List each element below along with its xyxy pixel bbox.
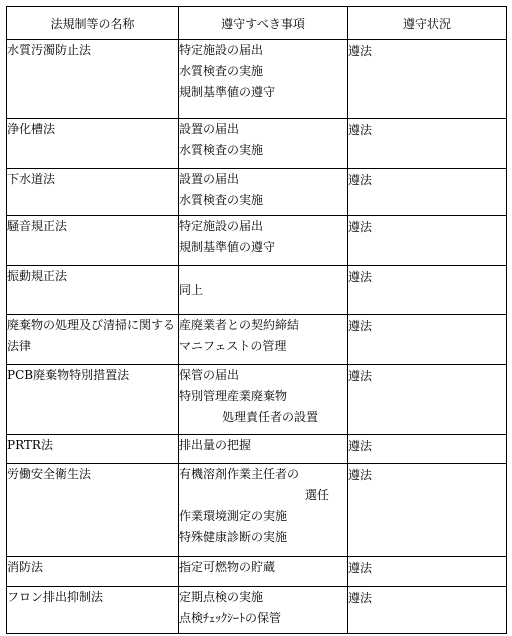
table-header-row <box>7 7 507 40</box>
requirements-cell <box>179 587 348 634</box>
status-cell: 遵法 <box>348 169 507 216</box>
table-row <box>7 315 507 365</box>
law-name-cell: 廃棄物の処理及び清掃に関する法律 <box>7 315 179 365</box>
status-cell: 遵法 <box>348 464 507 557</box>
status-cell: 遵法 <box>348 587 507 634</box>
status-cell: 遵法 <box>348 216 507 266</box>
requirements-cell <box>179 435 348 464</box>
requirement-item: 規制基準値の遵守 <box>179 240 276 254</box>
table-row <box>7 557 507 587</box>
table-row <box>7 365 507 435</box>
requirement-item: 特定施設の届出 <box>179 43 264 57</box>
table-row <box>7 40 507 119</box>
requirement-item: 水質検査の実施 <box>179 193 264 207</box>
status-cell: 遵法 <box>348 40 507 119</box>
requirement-item: 指定可燃物の貯蔵 <box>179 560 276 574</box>
status-cell: 遵法 <box>348 557 507 587</box>
status-cell: 遵法 <box>348 435 507 464</box>
law-name-cell: PCB廃棄物特別措置法 <box>7 365 179 435</box>
requirement-item: 定期点検の実施 <box>179 590 264 604</box>
law-name-cell: 消防法 <box>7 557 179 587</box>
requirement-item: 水質検査の実施 <box>179 143 264 157</box>
table-row <box>7 464 507 557</box>
table-row <box>7 587 507 634</box>
requirement-item: 選任 <box>304 488 329 502</box>
requirements-cell <box>179 216 348 266</box>
requirements-cell <box>179 557 348 587</box>
requirement-item: 水質検査の実施 <box>179 64 264 78</box>
law-name-cell: 労働安全衛生法 <box>7 464 179 557</box>
requirement-item: 排出量の把握 <box>179 438 252 452</box>
law-name-cell: フロン排出抑制法 <box>7 587 179 634</box>
requirements-cell <box>179 464 348 557</box>
requirement-item: 点検ﾁｪｯｸｼｰﾄの保管 <box>179 611 282 625</box>
requirement-item: 産廃業者との契約締結 <box>179 318 300 332</box>
law-name-cell: PRTR法 <box>7 435 179 464</box>
compliance-table-wrapper <box>6 6 507 634</box>
law-name-cell: 振動規正法 <box>7 266 179 315</box>
requirement-item: 同上 <box>179 282 204 297</box>
law-name-cell: 水質汚濁防止法 <box>7 40 179 119</box>
requirement-item: マニフェストの管理 <box>179 339 287 353</box>
table-row <box>7 266 507 315</box>
requirement-item: 特別管理産業廃棄物 <box>179 389 288 403</box>
requirement-item: 保管の届出 <box>179 368 240 382</box>
header-requirements: 遵守すべき事項 <box>179 7 348 40</box>
status-cell: 遵法 <box>348 119 507 169</box>
requirement-item: 特殊健康診断の実施 <box>179 530 288 544</box>
requirement-item: 設置の届出 <box>179 122 240 136</box>
status-cell: 遵法 <box>348 266 507 315</box>
law-name-cell: 下水道法 <box>7 169 179 216</box>
table-row <box>7 435 507 464</box>
requirements-cell <box>179 40 348 119</box>
requirement-item: 有機溶剤作業主任者の <box>179 467 300 481</box>
requirement-item: 設置の届出 <box>179 172 240 186</box>
header-status: 遵守状況 <box>348 7 507 40</box>
requirements-cell <box>179 365 348 435</box>
requirements-cell <box>179 119 348 169</box>
status-cell: 遵法 <box>348 365 507 435</box>
requirement-item: 特定施設の届出 <box>179 219 264 233</box>
requirements-cell <box>179 169 348 216</box>
requirement-item: 規制基準値の遵守 <box>179 85 276 99</box>
law-name-cell: 浄化槽法 <box>7 119 179 169</box>
header-law-name: 法規制等の名称 <box>7 7 179 40</box>
requirement-item: 作業環境測定の実施 <box>179 509 288 523</box>
table-row <box>7 216 507 266</box>
table-row <box>7 169 507 216</box>
requirements-cell <box>179 266 348 315</box>
status-cell: 遵法 <box>348 315 507 365</box>
requirement-item: 処理責任者の設置 <box>222 410 319 424</box>
law-name-cell: 騒音規正法 <box>7 216 179 266</box>
table-row <box>7 119 507 169</box>
compliance-table <box>6 6 507 634</box>
requirements-cell <box>179 315 348 365</box>
